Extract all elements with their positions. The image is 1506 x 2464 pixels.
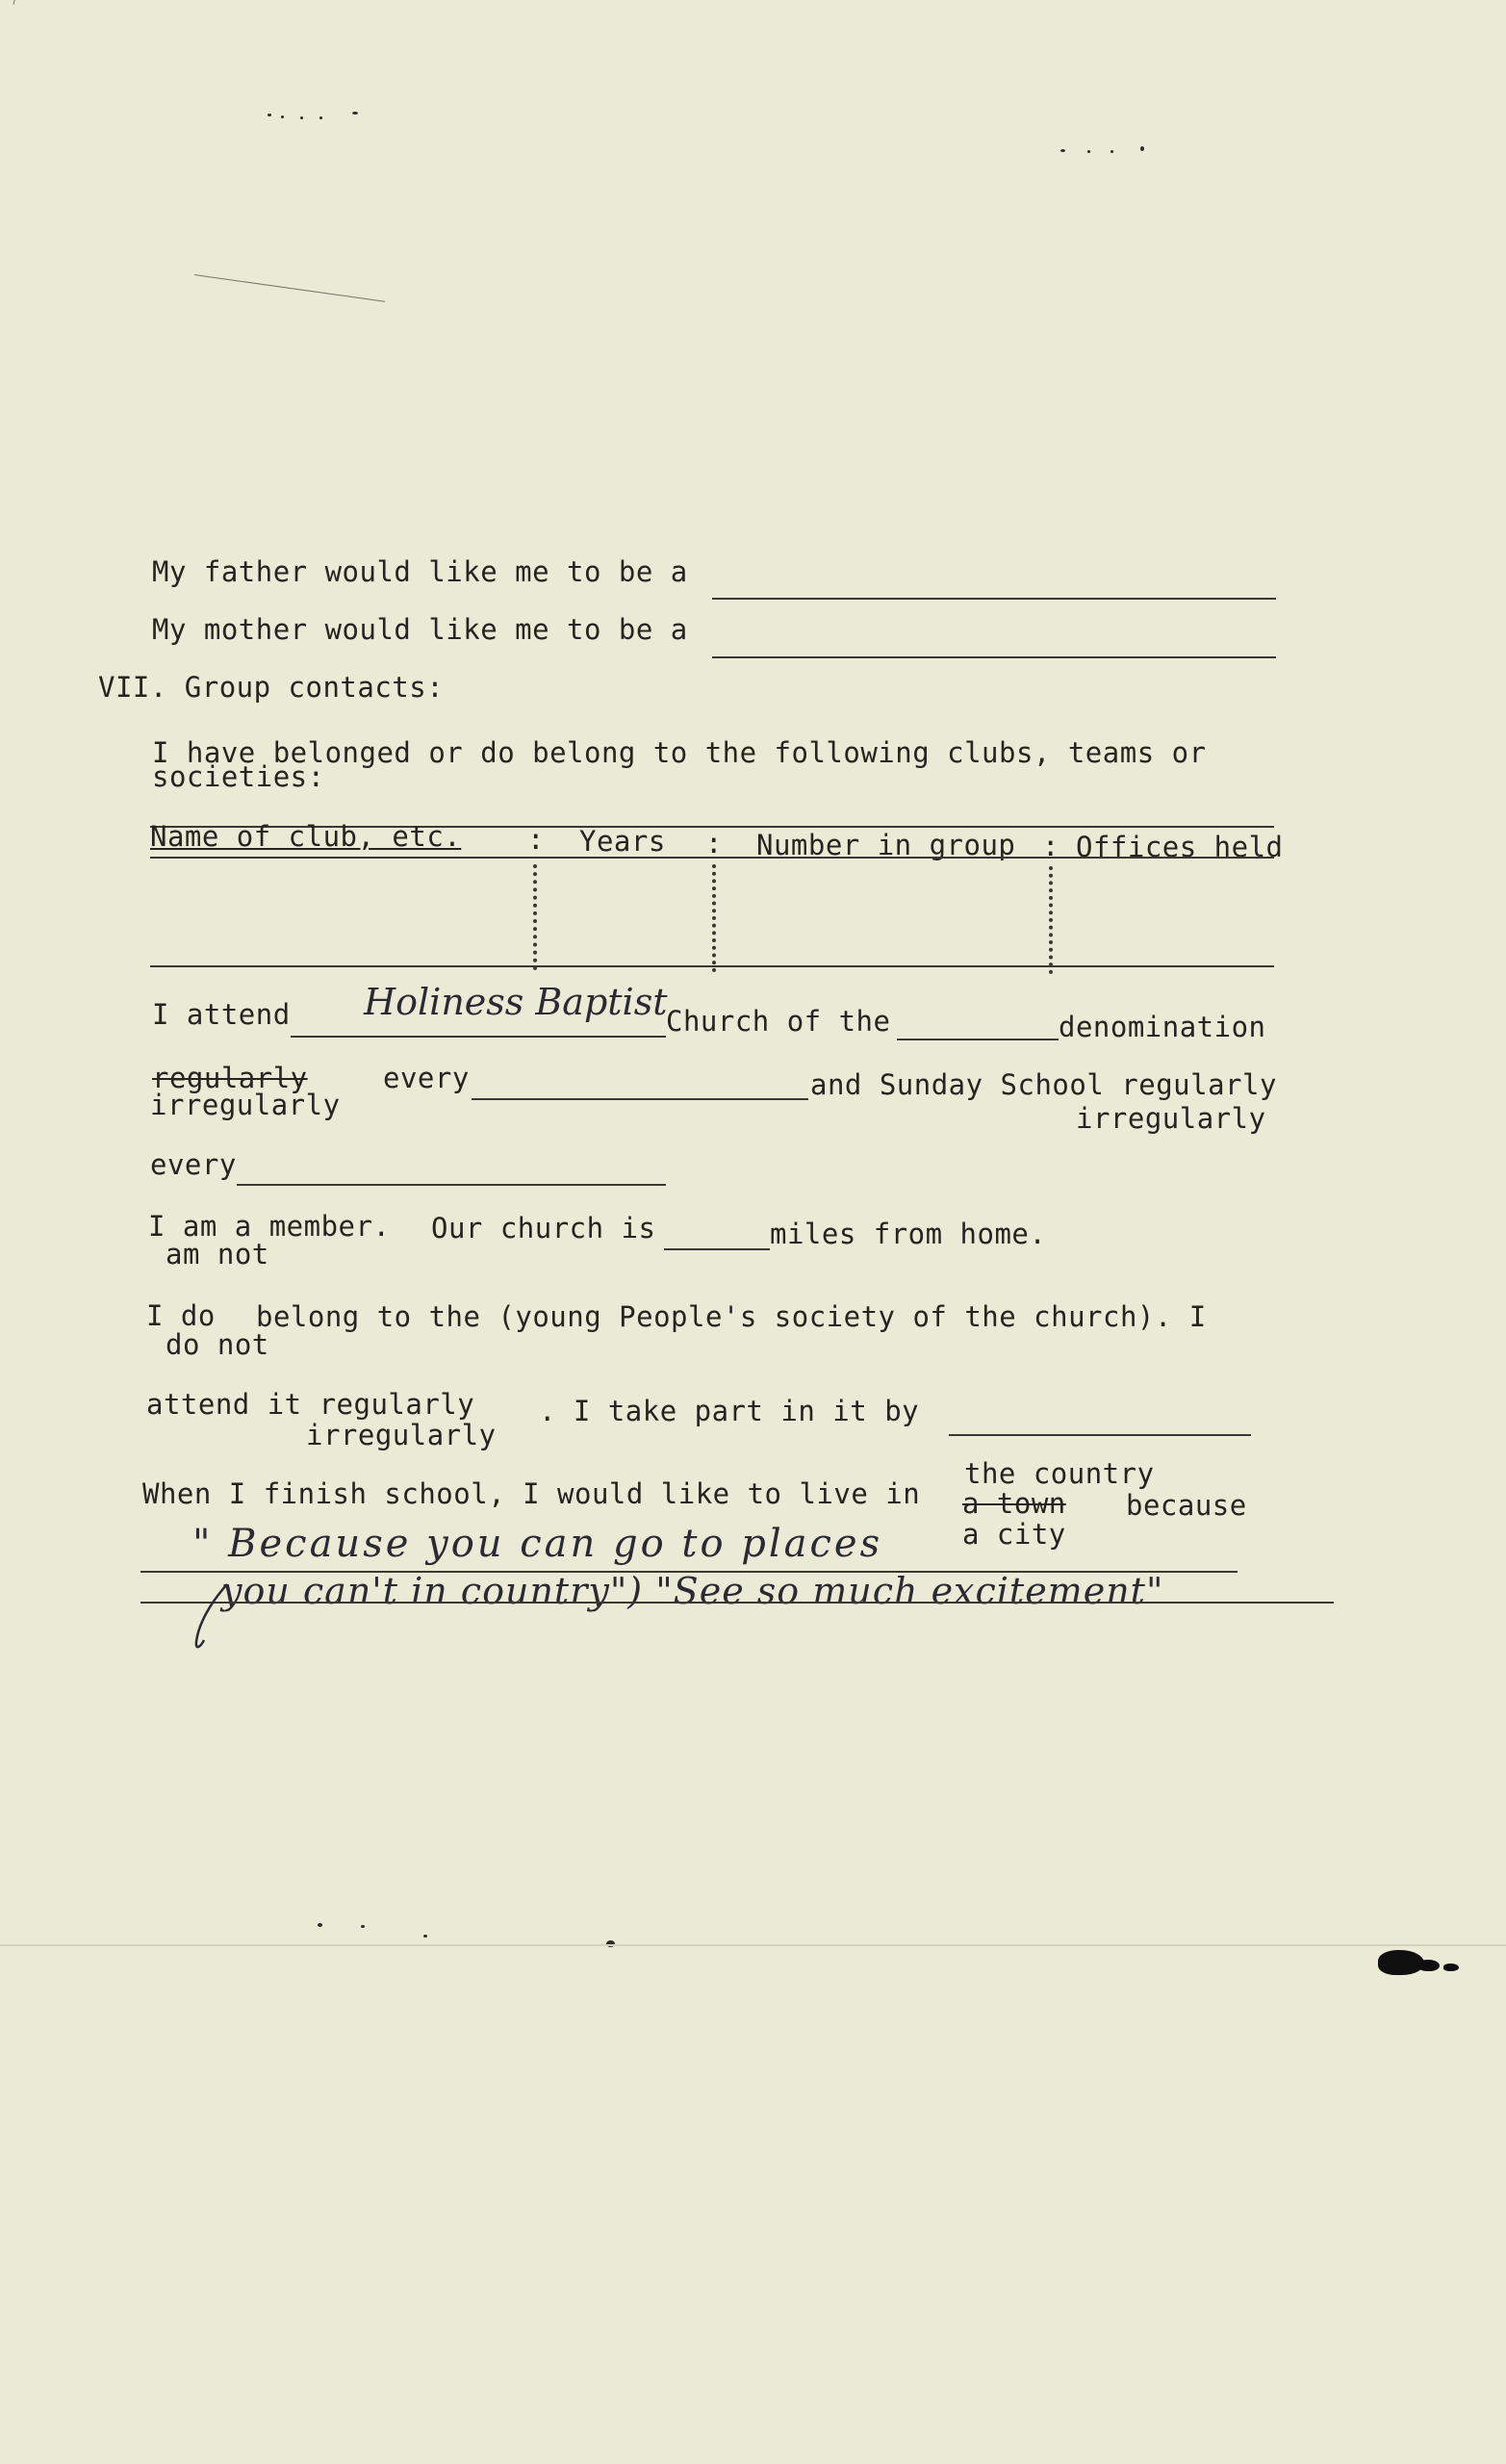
every-label-2: every xyxy=(150,1148,237,1181)
handwritten-answer-line-2: you can't in country") "See so much excitement" xyxy=(221,1570,1164,1612)
miles-line[interactable] xyxy=(664,1248,770,1250)
speck xyxy=(300,116,303,119)
father-answer-line[interactable] xyxy=(712,598,1276,600)
mother-prompt: My mother would like me to be a xyxy=(152,613,688,646)
every-line-1[interactable] xyxy=(472,1098,808,1100)
fold-shadow xyxy=(0,1944,1506,1946)
attend-irregularly-option: irregularly xyxy=(306,1419,497,1451)
table-bottom-rule xyxy=(150,965,1274,967)
ink-blot xyxy=(1378,1950,1424,1975)
speck xyxy=(281,116,284,118)
ink-blot xyxy=(1443,1964,1459,1971)
col-divider: : xyxy=(705,827,723,860)
speck xyxy=(361,1925,365,1928)
col-header-number: Number in group xyxy=(756,829,1016,861)
i-attend-label: I attend xyxy=(152,998,291,1031)
speck xyxy=(352,112,358,115)
denomination-label: denomination xyxy=(1059,1011,1266,1043)
speck xyxy=(319,116,322,119)
take-part-line[interactable] xyxy=(949,1434,1251,1436)
church-of-the-label: Church of the xyxy=(666,1005,891,1038)
speck xyxy=(1060,149,1065,152)
handwritten-swoosh xyxy=(189,1578,246,1656)
every-line-2[interactable] xyxy=(237,1184,666,1186)
sunday-school-label: and Sunday School regularly xyxy=(810,1068,1277,1101)
mother-answer-line[interactable] xyxy=(712,656,1276,658)
col-divider-dots xyxy=(712,864,716,972)
col-divider-dots xyxy=(533,864,537,970)
i-do-label: I do xyxy=(146,1299,216,1332)
ss-irregularly-option: irregularly xyxy=(1076,1102,1266,1135)
church-distance-label: Our church is xyxy=(431,1212,656,1245)
father-prompt: My father would like me to be a xyxy=(152,555,688,588)
col-divider-dots xyxy=(1049,866,1053,974)
section-heading: VII. Group contacts: xyxy=(98,671,445,704)
church-name-line[interactable] xyxy=(291,1036,666,1038)
handwritten-answer-line-1: " Because you can go to places xyxy=(192,1522,883,1566)
answer-rule-2[interactable] xyxy=(140,1602,1334,1604)
clubs-intro-line-2: societies: xyxy=(152,760,325,793)
a-town-option-struck: a town xyxy=(962,1487,1066,1520)
speck xyxy=(1140,146,1144,151)
am-not-option: am not xyxy=(166,1238,269,1270)
speck xyxy=(318,1923,322,1927)
speck xyxy=(1110,150,1113,153)
member-label: I am a member. xyxy=(148,1210,391,1243)
attend-regularly-label: attend it regularly xyxy=(146,1388,475,1421)
col-header-offices: Offices held xyxy=(1076,831,1284,863)
table-header-rule xyxy=(150,857,1274,859)
finish-school-label: When I finish school, I would like to live in xyxy=(142,1477,921,1510)
miles-label: miles from home. xyxy=(770,1218,1047,1250)
the-country-option: the country xyxy=(964,1457,1155,1490)
scratch-mark xyxy=(13,0,26,5)
scratch-mark xyxy=(194,274,385,302)
speck xyxy=(1087,150,1090,153)
take-part-label: . I take part in it by xyxy=(539,1395,920,1427)
speck xyxy=(268,114,271,116)
do-not-option: do not xyxy=(166,1328,269,1361)
ink-blot xyxy=(1418,1960,1440,1971)
regularly-struck: regularly xyxy=(152,1062,308,1094)
col-divider: : xyxy=(1042,830,1059,862)
denomination-line[interactable] xyxy=(897,1039,1059,1040)
speck xyxy=(423,1935,427,1938)
because-label: because xyxy=(1126,1489,1247,1522)
clubs-intro-line-1: I have belonged or do belong to the following clubs, teams or xyxy=(152,736,1207,769)
irregularly-option: irregularly xyxy=(150,1089,341,1121)
col-divider: : xyxy=(527,823,545,856)
every-label-1: every xyxy=(383,1062,470,1094)
handwritten-church-name: Holiness Baptist xyxy=(364,981,668,1023)
society-label: belong to the (young People's society of the church). I xyxy=(256,1300,1207,1333)
a-city-option: a city xyxy=(962,1518,1066,1551)
col-header-years: Years xyxy=(579,825,666,858)
col-header-name: Name of club, etc. xyxy=(150,820,462,853)
